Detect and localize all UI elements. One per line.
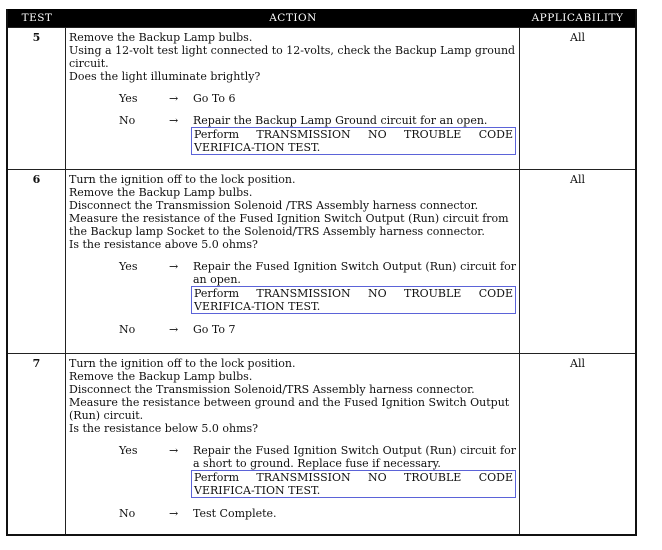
- no-label: No: [119, 114, 136, 127]
- no-outcome: [69, 114, 516, 155]
- action-step: Remove the Backup Lamp bulbs.: [69, 186, 253, 199]
- no-outcome: [69, 323, 516, 336]
- action-cell: [66, 354, 520, 534]
- yes-outcome: [69, 444, 516, 498]
- yes-outcome: [69, 260, 516, 314]
- no-outcome: [69, 507, 516, 520]
- yes-action-text: Go To 6: [193, 92, 236, 105]
- yes-action-text: Repair the Fused Ignition Switch Output (Run) circuit for an open.: [193, 260, 516, 286]
- action-step: Remove the Backup Lamp bulbs.: [69, 31, 253, 44]
- applicability: All: [570, 31, 585, 44]
- action-step: Remove the Backup Lamp bulbs.: [69, 370, 253, 383]
- action-step: Turn the ignition off to the lock position.: [69, 173, 296, 186]
- action-step: Using a 12-volt test light connected to 12-volts, check the Backup Lamp ground circuit.: [69, 44, 516, 70]
- no-label: No: [119, 323, 136, 336]
- no-action: [193, 114, 516, 155]
- arrow-right-icon: →: [169, 114, 179, 127]
- yes-label: Yes: [119, 444, 138, 457]
- yes-label: Yes: [119, 92, 138, 105]
- verification-test-link[interactable]: Perform TRANSMISSION NO TROUBLE CODE VERIFICA-TION TEST.: [191, 127, 516, 155]
- action-step: Disconnect the Transmission Solenoid /TRS Assembly harness connector.: [69, 199, 479, 212]
- diagnostic-table: [6, 9, 637, 536]
- no-action-text: Test Complete.: [193, 507, 277, 520]
- action-step: Is the resistance above 5.0 ohms?: [69, 238, 258, 251]
- header-test: TEST: [21, 12, 53, 24]
- arrow-right-icon: →: [169, 260, 179, 273]
- table-row: [8, 27, 635, 169]
- yes-label: Yes: [119, 260, 138, 273]
- action-step: Disconnect the Transmission Solenoid/TRS Assembly harness connector.: [69, 383, 475, 396]
- verification-test-link[interactable]: Perform TRANSMISSION NO TROUBLE CODE VERIFICA-TION TEST.: [191, 286, 516, 314]
- table-row: [8, 169, 635, 353]
- no-action: [193, 323, 516, 336]
- header-action: ACTION: [269, 12, 317, 24]
- action-step: Measure the resistance of the Fused Ignition Switch Output (Run) circuit from the Backup lamp Socket to the Solenoid/TRS Assembly harness connector.: [69, 212, 509, 238]
- arrow-right-icon: →: [169, 92, 179, 105]
- action-step: Does the light illuminate brightly?: [69, 70, 261, 83]
- arrow-right-icon: →: [169, 323, 179, 336]
- test-number: 6: [8, 170, 66, 353]
- no-action: [193, 507, 516, 520]
- yes-action: [193, 260, 516, 314]
- no-label: No: [119, 507, 136, 520]
- no-action-text: Go To 7: [193, 323, 236, 336]
- applicability: All: [570, 173, 585, 186]
- action-cell: [66, 28, 520, 169]
- test-number: 7: [8, 354, 66, 534]
- arrow-right-icon: →: [169, 507, 179, 520]
- action-cell: [66, 170, 520, 353]
- action-step: Is the resistance below 5.0 ohms?: [69, 422, 259, 435]
- yes-outcome: [69, 92, 516, 105]
- yes-action: [193, 444, 516, 498]
- action-step: Turn the ignition off to the lock position.: [69, 357, 296, 370]
- table-row: [8, 353, 635, 534]
- no-action-text: Repair the Backup Lamp Ground circuit for an open.: [193, 114, 488, 127]
- table-body: [8, 27, 635, 534]
- applicability: All: [570, 357, 585, 370]
- verification-test-link[interactable]: Perform TRANSMISSION NO TROUBLE CODE VERIFICA-TION TEST.: [191, 470, 516, 498]
- table-header: [8, 9, 635, 27]
- test-number: 5: [8, 28, 66, 169]
- yes-action-text: Repair the Fused Ignition Switch Output (Run) circuit for a short to ground. Replace fuse if necessary.: [193, 444, 516, 470]
- header-applicability: APPLICABILITY: [531, 12, 624, 24]
- action-step: Measure the resistance between ground and the Fused Ignition Switch Output (Run) circuit.: [69, 396, 510, 422]
- arrow-right-icon: →: [169, 444, 179, 457]
- yes-action: [193, 92, 516, 105]
